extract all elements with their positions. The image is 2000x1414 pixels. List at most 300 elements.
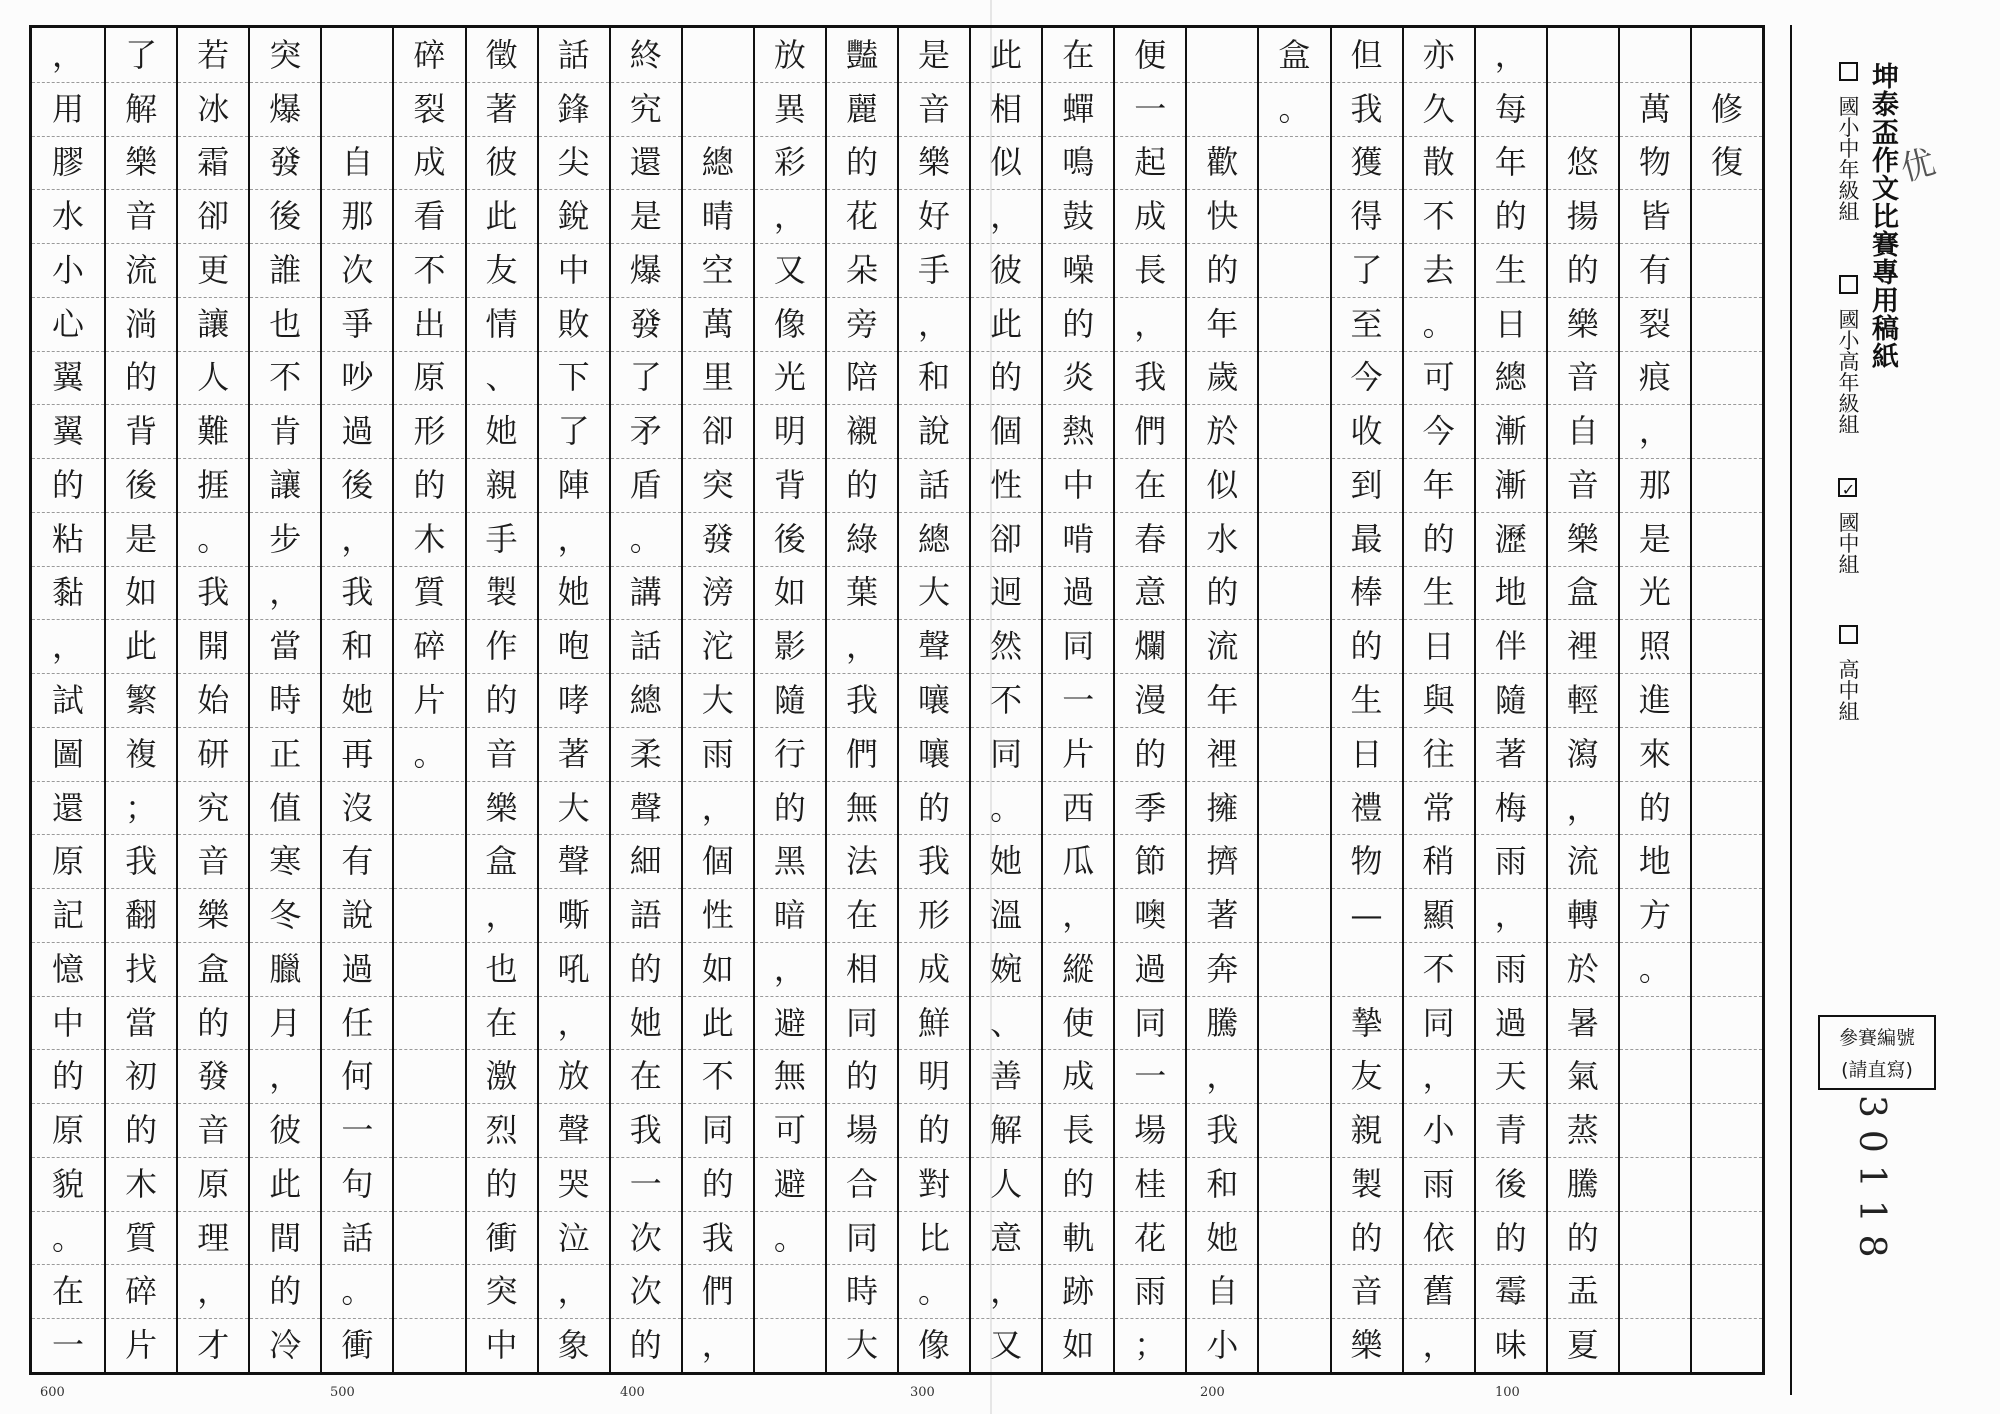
grid-cell: 避 [773,1003,806,1042]
grid-cell: 來 [1638,734,1671,773]
grid-column [320,28,392,1372]
grid-cell: ； [1134,1326,1167,1365]
grid-cell: 放 [557,1057,590,1096]
row-divider [1620,1211,1690,1212]
grid-cell: 突 [269,35,302,74]
grid-cell: 過 [1062,573,1095,612]
entry-number-label: 參賽編號 [1838,1027,1915,1049]
grid-cell: 的 [485,1164,518,1203]
grid-cell: 任 [341,1003,374,1042]
grid-cell: 彼 [485,143,518,182]
grid-cell: 的 [1206,250,1239,289]
grid-cell: 一 [1134,89,1167,128]
grid-column [1402,28,1474,1372]
grid-cell: 了 [629,358,662,397]
row-divider [1259,458,1329,459]
grid-cell: 我 [1350,89,1383,128]
grid-cell: 中 [485,1326,518,1365]
grid-cell: 異 [773,89,806,128]
grid-cell: 音 [197,842,230,881]
grid-cell: 日 [1422,627,1455,666]
grid-cell: 梅 [1494,788,1527,827]
grid-cell: 話 [918,465,951,504]
grid-cell: 突 [485,1272,518,1311]
grid-column [465,28,537,1372]
grid-cell: 自 [1206,1272,1239,1311]
grid-cell: 銳 [557,197,590,236]
grid-cell: 著 [485,89,518,128]
grade-mark: 优 [1896,142,1940,190]
grid-cell: 人 [197,358,230,397]
row-divider [1692,1103,1762,1104]
grid-cell: 的 [990,358,1023,397]
grid-cell: 發 [197,1057,230,1096]
grid-cell: 方 [1638,896,1671,935]
grid-cell: 黑 [773,842,806,881]
grid-cell: 的 [125,1111,158,1150]
grid-cell: 原 [197,1164,230,1203]
char-count-marker: 600 [40,1385,65,1400]
grid-cell: 的 [1350,1218,1383,1257]
grid-cell: ， [773,197,806,236]
grid-cell: 蟬 [1062,89,1095,128]
grid-cell: 婉 [990,949,1023,988]
grid-cell: 伴 [1494,627,1527,666]
grid-cell: 憶 [52,949,85,988]
option-junior-high[interactable] [1830,478,1860,575]
grid-cell: 節 [1134,842,1167,881]
grid-cell: 漸 [1494,465,1527,504]
grid-cell: 若 [197,35,230,74]
row-divider [394,781,464,782]
grid-cell: 青 [1494,1111,1527,1150]
grid-cell: 音 [125,197,158,236]
grid-cell: 啃 [1062,519,1095,558]
grid-cell: 後 [1494,1164,1527,1203]
grid-cell: 豔 [845,35,878,74]
grid-cell: 碎 [413,35,446,74]
grid-cell: 同 [1134,1003,1167,1042]
grid-cell: 原 [52,1111,85,1150]
grid-cell: 中 [1062,465,1095,504]
grid-cell: 的 [1494,197,1527,236]
grid-cell: ， [52,35,85,74]
grid-cell: 奔 [1206,949,1239,988]
grid-cell [1692,29,1762,81]
grid-cell: 人 [990,1164,1023,1203]
grid-cell: 她 [341,681,374,719]
grid-cell: 是 [1638,519,1671,558]
grid-cell: 此 [125,627,158,666]
grid-cell: 摯 [1350,1003,1383,1042]
grid-cell: 雨 [1494,842,1527,881]
grid-cell: 此 [269,1164,302,1203]
option-label: 國小中年級組 [1836,95,1860,222]
grid-cell: 個 [701,842,734,881]
grid-cell: 發 [701,519,734,558]
grid-cell: 年 [1206,304,1239,343]
grid-cell: 當 [269,627,302,666]
grid-cell: 肯 [269,412,302,451]
grid-cell: 朵 [845,250,878,289]
grid-column [176,28,248,1372]
grid-column [1330,28,1402,1372]
grid-cell: 激 [485,1057,518,1096]
grid-cell: 此 [485,197,518,236]
grid-cell: 隨 [1494,681,1527,719]
grid-cell: 味 [1494,1326,1527,1365]
row-divider [1259,404,1329,405]
grid-cell: 漫 [1134,681,1167,719]
checkbox-junior-high[interactable]: ✓ [1839,480,1858,499]
grid-cell: 揚 [1566,197,1599,236]
row-divider [1259,189,1329,190]
grid-column [1618,28,1690,1372]
grid-cell: 流 [125,250,158,289]
grid-cell: 我 [629,1111,662,1150]
grid-cell: 中 [557,250,590,289]
grid-cell: 粘 [52,519,85,558]
char-count-marker: 500 [330,1385,355,1400]
grid-cell: 騰 [1206,1003,1239,1042]
grid-cell: 樂 [918,143,951,182]
grid-cell: 也 [269,304,302,343]
grid-cell: 哮 [557,681,590,719]
entry-number-value[interactable]: 30118 [1851,1095,1892,1270]
grid-cell: 。 [341,1272,374,1311]
grid-cell: 次 [629,1218,662,1257]
grid-cell: 收 [1350,412,1383,451]
grid-column [537,28,609,1372]
grid-cell: 好 [918,197,951,236]
grid-cell: 說 [341,896,374,935]
grid-cell: 了 [125,35,158,74]
grid-cell: 鳴 [1062,143,1095,182]
grid-cell: 如 [125,573,158,612]
grid-cell: 和 [1206,1164,1239,1203]
grid-cell: 流 [1206,627,1239,666]
grid-cell: 嚷 [918,734,951,773]
grid-cell: 相 [990,89,1023,128]
grid-cell: 膠 [52,143,85,182]
grid-cell: 明 [773,412,806,451]
row-divider [1259,243,1329,244]
grid-cell: 同 [701,1111,734,1150]
grid-cell: 我 [918,842,951,881]
grid-cell: 蒸 [1566,1111,1599,1150]
grid-cell: 背 [773,465,806,504]
grid-cell: 善 [990,1057,1023,1096]
grid-cell: 年 [1422,465,1455,504]
grid-cell: 的 [269,1272,302,1311]
grid-cell: 那 [341,197,374,236]
grid-cell: 大 [557,788,590,827]
grid-cell: 物 [1638,143,1671,182]
grid-cell [1620,29,1690,81]
row-divider [1692,458,1762,459]
grid-cell: 依 [1422,1218,1455,1257]
row-divider [1259,673,1329,674]
grid-cell: 綠 [845,519,878,558]
grid-cell: 樂 [197,896,230,935]
grid-column [753,28,825,1372]
checkbox-middle-elementary[interactable] [1839,62,1858,81]
grid-cell: 的 [1062,304,1095,343]
grid-cell: 行 [773,734,806,773]
grid-cell: 地 [1494,573,1527,612]
grid-cell: 此 [990,304,1023,343]
grid-cell: 常 [1422,788,1455,827]
grid-cell: 雨 [1422,1164,1455,1203]
grid-cell: 擠 [1206,842,1239,881]
grid-cell: 得 [1350,197,1383,236]
grid-cell: 親 [1350,1111,1383,1150]
grid-cell: 性 [990,465,1023,504]
grid-cell: 話 [341,1218,374,1257]
grid-cell: 麗 [845,89,878,128]
grid-cell: 理 [197,1218,230,1257]
grid-column [1546,28,1618,1372]
grid-cell: 桂 [1134,1164,1167,1203]
grid-cell: 碎 [125,1272,158,1311]
grid-cell: 亦 [1422,35,1455,74]
grid-cell: 使 [1062,1003,1095,1042]
grid-cell: 樂 [485,788,518,827]
grid-cell: 修 [1710,89,1743,128]
grid-cell: 在 [485,1003,518,1042]
grid-cell: 質 [125,1218,158,1257]
grid-cell: 可 [1422,358,1455,397]
grid-cell: 形 [413,412,446,451]
grid-cell: 音 [1566,358,1599,397]
grid-cell: 也 [485,949,518,988]
grid-cell: 一 [629,1164,662,1203]
grid-cell: 句 [341,1164,374,1203]
grid-column [104,28,176,1372]
grid-cell: 。 [990,788,1023,827]
grid-cell: 總 [629,681,662,719]
grid-cell: 究 [629,89,662,128]
grid-cell: 音 [918,89,951,128]
grid-cell: 對 [918,1164,951,1203]
grid-cell: 空 [701,250,734,289]
grid-cell: 的 [1494,1218,1527,1257]
grid-cell: 冷 [269,1326,302,1365]
grid-cell: 像 [918,1326,951,1365]
grid-cell: 縱 [1062,949,1095,988]
grid-cell: 同 [990,734,1023,773]
row-divider [1692,888,1762,889]
grid-column [32,28,104,1372]
grid-cell: 還 [629,143,662,182]
grid-column [897,28,969,1372]
grid-cell: 的 [1638,788,1671,827]
option-middle-elementary[interactable] [1830,62,1860,222]
grid-cell: 隨 [773,681,806,719]
grid-cell: 突 [701,465,734,504]
grid-cell: ， [990,1272,1023,1311]
grid-cell [1332,943,1402,995]
grid-cell: 友 [485,250,518,289]
grid-cell: 顯 [1422,896,1455,935]
grid-cell: 她 [990,842,1023,881]
grid-column [825,28,897,1372]
grid-cell: 裂 [413,89,446,128]
row-divider [394,1211,464,1212]
grid-cell: 讓 [269,465,302,504]
grid-cell: 初 [125,1057,158,1096]
grid-cell: ， [557,1272,590,1311]
grid-cell: 衝 [485,1218,518,1257]
grid-cell: 的 [629,1326,662,1365]
grid-cell: 歲 [1206,358,1239,397]
row-divider [394,1157,464,1158]
grid-cell: 片 [413,681,446,719]
grid-cell: ， [1494,896,1527,935]
grid-cell: 悠 [1566,143,1599,182]
grid-column [1690,28,1762,1372]
grid-cell: 貌 [52,1164,85,1203]
grid-cell: 年 [1494,143,1527,182]
grid-cell: 我 [1134,358,1167,397]
grid-cell: 記 [52,896,85,935]
grid-cell: 們 [1134,412,1167,451]
option-upper-elementary[interactable] [1830,275,1860,435]
grid-cell: 最 [1350,519,1383,558]
grid-cell: 翼 [52,412,85,451]
grid-column [969,28,1041,1372]
grid-cell: 找 [125,949,158,988]
grid-cell: 盒 [1566,573,1599,612]
grid-cell: 。 [1278,89,1311,128]
grid-cell: 矛 [629,412,662,451]
grid-cell: 究 [197,788,230,827]
char-count-marker: 200 [1200,1385,1225,1400]
grid-cell: 和 [918,358,951,397]
grid-cell: 似 [1206,465,1239,504]
row-divider [1620,1264,1690,1265]
grid-cell: 們 [845,734,878,773]
grid-cell: 似 [990,143,1023,182]
row-divider [1620,1049,1690,1050]
grid-cell: 雨 [1494,949,1527,988]
grid-cell: 。 [629,519,662,558]
option-senior-high[interactable] [1830,625,1860,722]
grid-cell: 黏 [52,573,85,612]
grid-cell: 。 [1638,949,1671,988]
grid-cell: 那 [1638,465,1671,504]
grid-cell: 的 [918,1111,951,1150]
grid-cell: 盂 [1566,1272,1599,1311]
grid-cell: 霜 [197,143,230,182]
grid-cell: 沒 [341,788,374,827]
grid-cell: 的 [1134,734,1167,773]
grid-cell: 嘶 [557,896,590,935]
grid-cell: 不 [701,1057,734,1096]
grid-cell: 解 [125,89,158,128]
grid-cell: 。 [918,1272,951,1311]
grid-cell: ， [485,896,518,935]
grid-column [609,28,681,1372]
grid-cell: 時 [845,1272,878,1311]
row-divider [1259,1157,1329,1158]
row-divider [1259,1049,1329,1050]
grid-cell: 、 [485,358,518,397]
grid-cell [322,29,392,81]
row-divider [1692,834,1762,835]
grid-cell: 木 [125,1164,158,1203]
grid-cell: 是 [918,35,951,74]
grid-cell: 的 [1422,519,1455,558]
row-divider [1259,888,1329,889]
grid-cell [322,83,392,135]
grid-cell: 才 [197,1326,230,1365]
grid-cell: 原 [52,842,85,881]
row-divider [1692,942,1762,943]
grid-cell: 鼓 [1062,197,1095,236]
row-divider [1620,1103,1690,1104]
grid-cell: 次 [629,1272,662,1311]
grid-column [1041,28,1113,1372]
grid-cell: 柔 [629,734,662,773]
grid-cell: 講 [629,573,662,612]
grid-cell: 在 [1062,35,1095,74]
grid-cell: 時 [269,681,302,719]
grid-cell: 在 [629,1057,662,1096]
grid-cell: 熱 [1062,412,1095,451]
grid-cell: 我 [1206,1111,1239,1150]
grid-cell: 里 [701,358,734,397]
grid-cell: 成 [918,949,951,988]
grid-cell: ， [1422,1057,1455,1096]
grid-cell: 地 [1638,842,1671,881]
grid-cell: 原 [413,358,446,397]
grid-cell: 裂 [1638,304,1671,343]
grid-cell: 歡 [1206,143,1239,182]
grid-cell: 解 [990,1111,1023,1150]
row-divider [1692,1049,1762,1050]
checkbox-upper-elementary[interactable] [1839,275,1858,294]
grid-cell: 她 [629,1003,662,1042]
grid-cell: 過 [1134,949,1167,988]
grid-cell: 無 [845,788,878,827]
grid-cell: 我 [341,573,374,612]
grid-cell: 去 [1422,250,1455,289]
grid-cell: 霉 [1494,1272,1527,1311]
grid-cell: 出 [413,304,446,343]
grid-cell: 彼 [269,1111,302,1150]
grid-cell: 如 [773,573,806,612]
row-divider [1259,297,1329,298]
grid-cell: 爛 [1134,627,1167,666]
grid-cell: 花 [1134,1218,1167,1257]
grid-cell: 正 [269,734,302,773]
grid-cell: 盒 [485,842,518,881]
grid-cell: 的 [845,143,878,182]
grid-cell: 照 [1638,627,1671,666]
grid-cell: 在 [845,896,878,935]
grid-cell: 物 [1350,842,1383,881]
checkbox-senior-high[interactable] [1839,625,1858,644]
grid-cell: 了 [557,412,590,451]
grid-cell: 過 [1494,1003,1527,1042]
grid-cell: 盾 [629,465,662,504]
grid-cell: 雨 [1134,1272,1167,1311]
grid-cell: 手 [485,519,518,558]
grid-cell: 小 [1206,1326,1239,1365]
grid-cell: 痕 [1638,358,1671,397]
grid-cell: 我 [845,681,878,719]
